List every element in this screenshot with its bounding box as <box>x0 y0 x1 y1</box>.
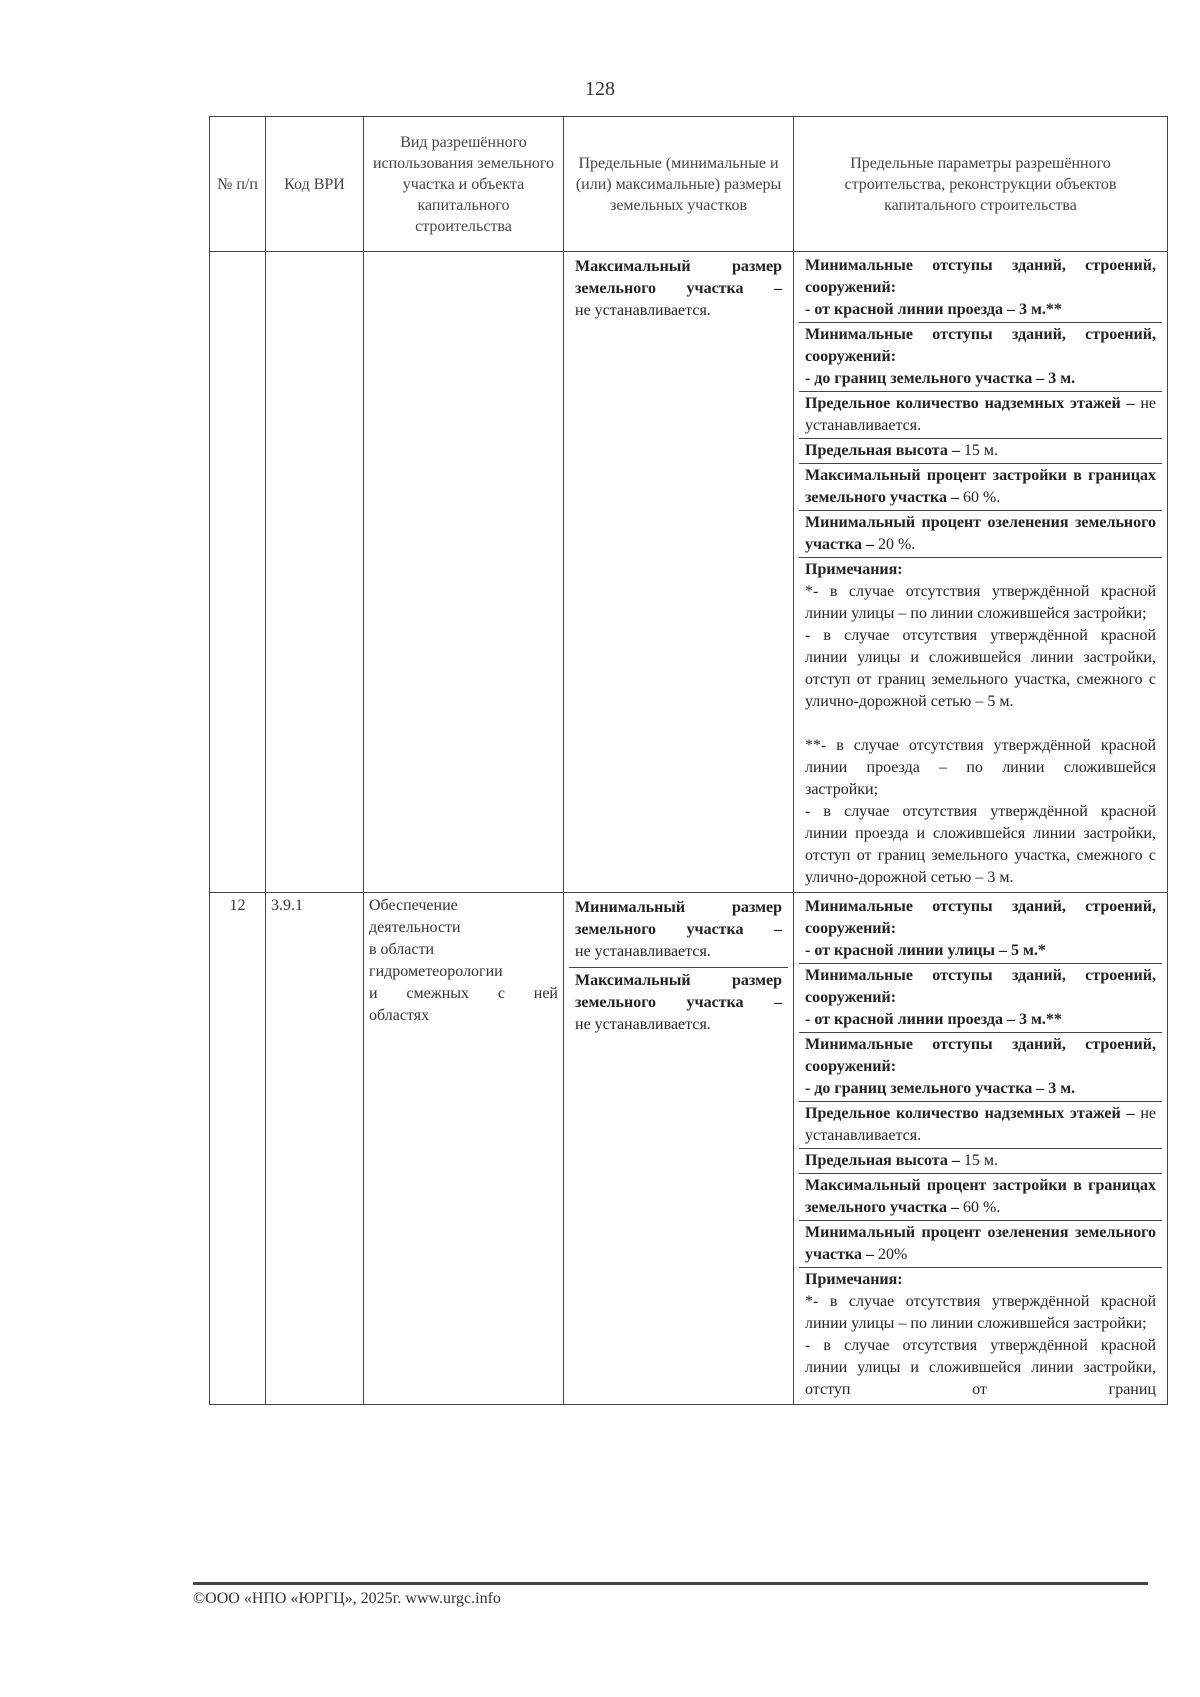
param-value: 20% <box>873 1246 908 1263</box>
cell-number: 12 <box>210 893 266 1405</box>
param-value: - от красной линии улицы – 5 м.* <box>805 942 1046 959</box>
param-value: 60 %. <box>959 489 1001 506</box>
header-code: Код ВРИ <box>266 117 364 252</box>
cell-build-params <box>794 252 1168 893</box>
param-value: 15 м. <box>959 442 998 459</box>
max-size-value: не устанавливается. <box>575 302 711 319</box>
notes-title: Примечания: <box>805 561 903 578</box>
cell-use-empty <box>364 252 564 893</box>
param-setback-boundary <box>799 323 1162 392</box>
param-value: не устанавливается. <box>805 395 1156 434</box>
page-number: 128 <box>585 78 615 100</box>
use-line: областях <box>369 1007 430 1024</box>
use-line: в области <box>369 941 435 958</box>
param-value: - от красной линии проезда – 3 м.** <box>805 1011 1062 1028</box>
note-item: **- в случае отсутствия утверждённой красной линии проезда – по линии сложившейся застройки; <box>805 737 1156 798</box>
param-setback-driveway <box>799 254 1162 323</box>
param-green-percent <box>799 511 1162 558</box>
param-label: Максимальный процент застройки в границах земельного участка – <box>805 1177 1156 1216</box>
param-value: не устанавливается. <box>805 1105 1156 1144</box>
param-floors <box>799 1102 1162 1149</box>
use-line: деятельности <box>369 919 461 936</box>
param-label: Минимальный процент озеленения земельного участка – <box>805 1224 1156 1263</box>
notes-title: Примечания: <box>805 1271 903 1288</box>
note-item: - в случае отсутствия утверждённой красной линии проезда и сложившейся линии застройки, отступ от границ земельного участка, смежного с улично-дорожной сетью – 3 м. <box>805 803 1156 886</box>
use-line: гидрометеорологии <box>369 963 503 980</box>
param-setback-boundary <box>799 1033 1162 1102</box>
header-build-params: Предельные параметры разрешённого строительства, реконструкции объектов капитального строительства <box>794 117 1168 252</box>
max-size-block <box>569 254 788 326</box>
param-label: Минимальные отступы зданий, строений, сооружений: <box>805 257 1156 296</box>
param-label: Минимальные отступы зданий, строений, сооружений: <box>805 898 1156 937</box>
note-item: *- в случае отсутствия утверждённой красной линии улицы – по линии сложившейся застройки; <box>805 1293 1156 1332</box>
cell-plot-sizes <box>564 252 794 893</box>
param-notes <box>799 558 1162 890</box>
param-build-percent <box>799 1174 1162 1221</box>
note-item: - в случае отсутствия утверждённой красной линии улицы и сложившейся линии застройки, отступ от границ земельного участка, смежного с улично-дорожной сетью – 5 м. <box>805 627 1156 710</box>
cell-permitted-use <box>364 893 564 1405</box>
cell-plot-sizes <box>564 893 794 1405</box>
table-row-continuation <box>210 252 1168 893</box>
param-label: Минимальные отступы зданий, строений, сооружений: <box>805 967 1156 1006</box>
cell-build-params <box>794 893 1168 1405</box>
param-value: 15 м. <box>959 1152 998 1169</box>
param-height <box>799 439 1162 464</box>
param-label: Предельное количество надземных этажей – <box>805 395 1135 412</box>
param-value: - до границ земельного участка – 3 м. <box>805 1080 1076 1097</box>
param-label: Минимальный процент озеленения земельного участка – <box>805 514 1156 553</box>
param-label: Предельная высота – <box>805 442 960 459</box>
param-label: Минимальные отступы зданий, строений, сооружений: <box>805 326 1156 365</box>
param-green-percent <box>799 1221 1162 1268</box>
table-header-row <box>210 117 1168 252</box>
cell-code: 3.9.1 <box>266 893 364 1405</box>
regulations-table <box>209 116 1168 1405</box>
table-row-12 <box>210 893 1168 1405</box>
max-size-label: Максимальный размер земельного участка – <box>575 258 782 297</box>
param-value: 20 %. <box>873 536 916 553</box>
cell-number-empty <box>210 252 266 893</box>
param-notes <box>799 1268 1162 1402</box>
param-floors <box>799 392 1162 439</box>
param-build-percent <box>799 464 1162 511</box>
param-value: - до границ земельного участка – 3 м. <box>805 370 1076 387</box>
cell-code-empty <box>266 252 364 893</box>
param-value: - от красной линии проезда – 3 м.** <box>805 301 1062 318</box>
min-size-block <box>569 895 788 968</box>
min-size-value: не устанавливается. <box>575 943 711 960</box>
param-label: Предельное количество надземных этажей – <box>805 1105 1135 1122</box>
use-line: Обеспечение <box>369 897 458 914</box>
param-height <box>799 1149 1162 1174</box>
max-size-label: Максимальный размер земельного участка – <box>575 972 782 1011</box>
param-label: Минимальные отступы зданий, строений, сооружений: <box>805 1036 1156 1075</box>
param-label: Максимальный процент застройки в границах земельного участка – <box>805 467 1156 506</box>
max-size-block <box>569 968 788 1040</box>
param-label: Предельная высота – <box>805 1152 960 1169</box>
note-item: - в случае отсутствия утверждённой красной линии улицы и сложившейся линии застройки, отступ от границ <box>805 1337 1156 1398</box>
min-size-label: Минимальный размер земельного участка – <box>575 899 782 938</box>
param-value: 60 %. <box>959 1199 1001 1216</box>
header-plot-sizes: Предельные (минимальные и (или) максимальные) размеры земельных участков <box>564 117 794 252</box>
footer-copyright: ©ООО «НПО «ЮРГЦ», 2025г. www.urgc.info <box>193 1590 501 1607</box>
note-item: *- в случае отсутствия утверждённой красной линии улицы – по линии сложившейся застройки; <box>805 583 1156 622</box>
header-permitted-use: Вид разрешённого использования земельного участка и объекта капитального строительства <box>364 117 564 252</box>
footer-divider <box>193 1582 1148 1585</box>
use-line: и смежных с ней <box>369 985 558 1002</box>
max-size-value: не устанавливается. <box>575 1016 711 1033</box>
param-setback-street <box>799 895 1162 964</box>
header-number: № п/п <box>210 117 266 252</box>
param-setback-driveway <box>799 964 1162 1033</box>
